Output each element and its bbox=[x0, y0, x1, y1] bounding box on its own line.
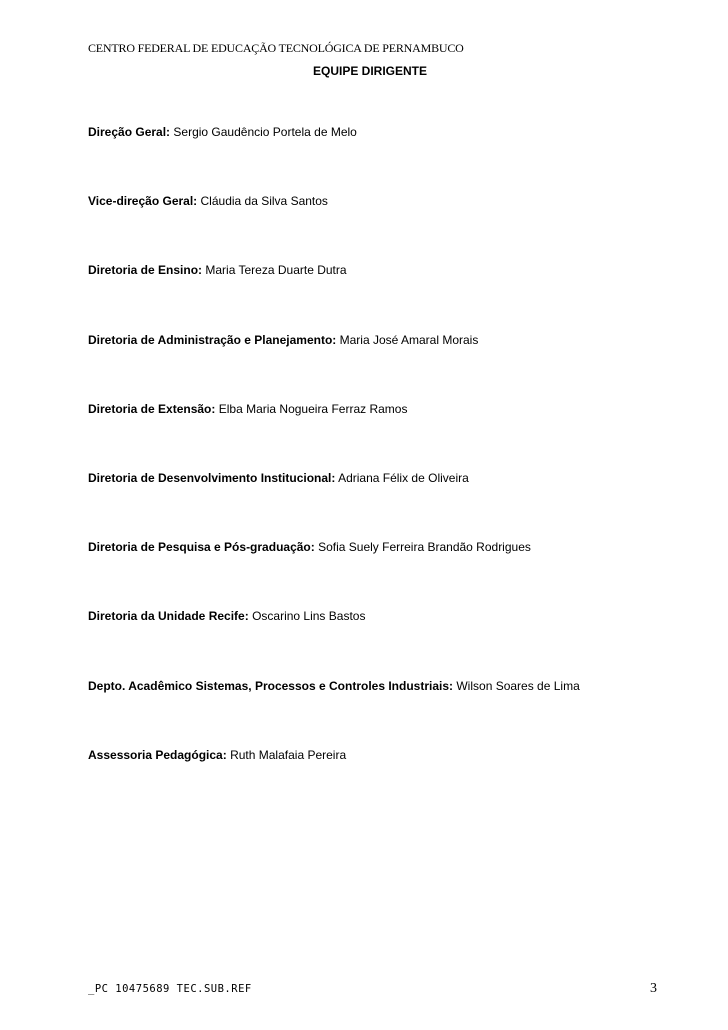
entry-name: Ruth Malafaia Pereira bbox=[230, 747, 347, 762]
list-item bbox=[88, 678, 708, 747]
entry-role: Direção Geral: bbox=[88, 125, 171, 139]
entry-name: Sergio Gaudêncio Portela de Melo bbox=[173, 125, 357, 139]
list-item bbox=[88, 193, 708, 262]
entry-name: Elba Maria Nogueira Ferraz Ramos bbox=[218, 401, 408, 416]
list-item bbox=[88, 747, 708, 816]
list-item bbox=[88, 124, 708, 193]
entry-role: Diretoria de Pesquisa e Pós-graduação: bbox=[88, 540, 315, 555]
list-item bbox=[88, 470, 708, 539]
page-number: 3 bbox=[650, 981, 657, 996]
list-item bbox=[88, 608, 708, 677]
entry-name: Maria José Amaral Morais bbox=[339, 332, 479, 347]
list-item bbox=[88, 539, 708, 608]
entry-name: Sofia Suely Ferreira Brandão Rodrigues bbox=[318, 540, 531, 555]
list-item bbox=[88, 332, 708, 401]
list-item bbox=[88, 401, 708, 470]
page-header: CENTRO FEDERAL DE EDUCAÇÃO TECNOLÓGICA DE PERNAMBUCO bbox=[88, 41, 464, 55]
page-title: EQUIPE DIRIGENTE bbox=[312, 64, 428, 78]
entry-role: Diretoria de Desenvolvimento Institucional: bbox=[88, 470, 336, 485]
entry-name: Adriana Félix de Oliveira bbox=[338, 470, 469, 485]
entry-role: Diretoria de Ensino: bbox=[88, 263, 203, 278]
entry-role: Diretoria da Unidade Recife: bbox=[88, 609, 249, 624]
entry-role: Depto. Acadêmico Sistemas, Processos e Controles Industriais: bbox=[88, 678, 454, 693]
entry-role: Diretoria de Administração e Planejamento: bbox=[88, 332, 337, 347]
entry-role: Diretoria de Extensão: bbox=[88, 401, 216, 416]
footer-code: _PC 10475689 TEC.SUB.REF bbox=[88, 983, 252, 995]
entry-role: Vice-direção Geral: bbox=[88, 194, 198, 209]
entry-name: Cláudia da Silva Santos bbox=[200, 194, 328, 209]
entry-name: Oscarino Lins Bastos bbox=[252, 609, 366, 624]
entry-role: Assessoria Pedagógica: bbox=[88, 747, 227, 762]
entry-name: Maria Tereza Duarte Dutra bbox=[205, 263, 347, 278]
entry-name: Wilson Soares de Lima bbox=[456, 678, 580, 693]
staff-list bbox=[88, 124, 708, 816]
list-item bbox=[88, 262, 708, 331]
